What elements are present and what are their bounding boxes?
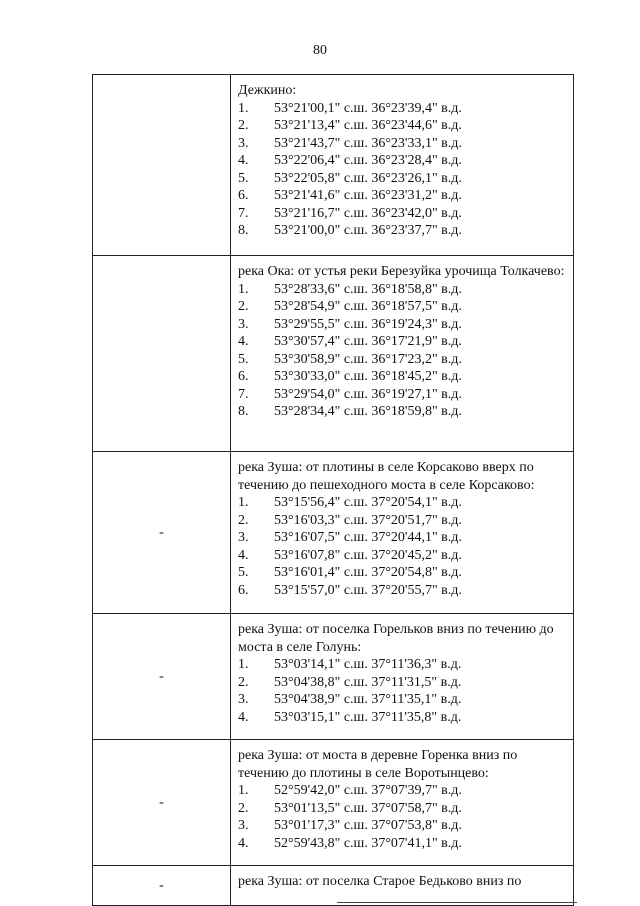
point-coordinates: 53°28'54,9" с.ш. 36°18'57,5" в.д. [274,299,462,314]
point-number: 1. [238,495,249,510]
coordinate-item [238,333,567,351]
table-row [93,740,574,866]
point-coordinates: 53°29'54,0" с.ш. 36°19'27,1" в.д. [274,386,462,402]
table-row [93,866,574,906]
point-coordinates: 53°21'16,7" с.ш. 36°23'42,0" в.д. [274,205,462,221]
point-coordinates: 53°22'06,4" с.ш. 36°23'28,4" в.д. [274,153,462,168]
point-coordinates: 53°03'14,1" с.ш. 37°11'36,3" в.д. [274,657,462,672]
point-coordinates: 53°21'13,4" с.ш. 36°23'44,6" в.д. [274,118,462,133]
point-number: 1. [238,100,249,116]
coordinate-item [238,582,567,600]
location-heading: река Зуша: от плотины в селе Корсаково вверх по течению до пешеходного моста в селе Корсаково: [238,460,535,493]
location-heading: река Зуша: от поселка Старое Бедьково вниз по [238,874,522,889]
point-coordinates: 53°22'05,8" с.ш. 36°23'26,1" в.д. [274,170,462,186]
point-number: 8. [238,223,249,238]
marker-cell [93,256,231,452]
coordinate-item [238,782,567,800]
table-row [93,256,574,452]
point-number: 6. [238,369,249,384]
point-number: 7. [238,386,249,402]
point-number: 4. [238,709,249,725]
coordinate-item [238,817,567,835]
marker-cell: - [93,452,231,614]
point-number: 7. [238,205,249,221]
coordinate-item [238,368,567,386]
point-coordinates: 53°21'43,7" с.ш. 36°23'33,1" в.д. [274,135,462,151]
point-coordinates: 53°30'58,9" с.ш. 36°17'23,2" в.д. [274,351,462,367]
point-number: 2. [238,512,249,528]
point-coordinates: 53°21'00,1" с.ш. 36°23'39,4" в.д. [274,100,462,116]
point-coordinates: 53°03'15,1" с.ш. 37°11'35,8" в.д. [274,709,462,725]
coordinate-item [238,674,567,692]
coordinates-table [92,74,574,906]
point-number: 4. [238,547,249,563]
page-number: 80 [313,43,327,58]
point-coordinates: 53°15'56,4" с.ш. 37°20'54,1" в.д. [274,495,462,510]
marker-cell: - [93,614,231,740]
point-number: 4. [238,153,249,168]
coordinate-item [238,205,567,223]
point-coordinates: 52°59'43,8" с.ш. 37°07'41,1" в.д. [274,835,462,851]
point-number: 2. [238,674,249,690]
point-coordinates: 53°01'17,3" с.ш. 37°07'53,8" в.д. [274,818,462,833]
location-heading: река Зуша: от поселка Горельков вниз по течению до моста в селе Голунь: [238,622,554,655]
location-cell [231,256,574,452]
point-coordinates: 53°04'38,9" с.ш. 37°11'35,1" в.д. [274,692,462,707]
coordinate-item [238,512,567,530]
coordinate-item [238,316,567,334]
page-bottom-rule [337,902,577,903]
location-heading: Дежкино: [238,83,297,98]
point-coordinates: 53°16'01,4" с.ш. 37°20'54,8" в.д. [274,565,462,580]
coordinate-item [238,564,567,582]
location-heading: река Зуша: от моста в деревне Горенка вниз по течению до плотины в селе Воротынцево: [238,748,518,781]
coordinate-item [238,529,567,547]
point-coordinates: 53°30'33,0" с.ш. 36°18'45,2" в.д. [274,369,462,384]
point-coordinates: 53°21'41,6" с.ш. 36°23'31,2" в.д. [274,188,462,203]
coordinate-item [238,170,567,188]
table-row [93,614,574,740]
coordinate-item [238,298,567,316]
coordinate-item [238,656,567,674]
location-cell [231,614,574,740]
point-coordinates: 53°16'03,3" с.ш. 37°20'51,7" в.д. [274,512,462,528]
point-coordinates: 53°04'38,8" с.ш. 37°11'31,5" в.д. [274,674,462,690]
point-number: 1. [238,657,249,672]
point-number: 2. [238,800,249,816]
point-coordinates: 53°01'13,5" с.ш. 37°07'58,7" в.д. [274,800,462,816]
point-number: 6. [238,582,249,598]
table-row [93,452,574,614]
coordinate-item [238,135,567,153]
coordinate-item [238,835,567,853]
point-number: 4. [238,334,249,349]
table-row [93,75,574,256]
point-coordinates: 53°28'33,6" с.ш. 36°18'58,8" в.д. [274,281,462,297]
point-coordinates: 53°21'00,0" с.ш. 36°23'37,7" в.д. [274,223,462,238]
location-cell [231,866,574,906]
point-number: 5. [238,170,249,186]
point-coordinates: 53°16'07,5" с.ш. 37°20'44,1" в.д. [274,530,462,545]
coordinate-item [238,351,567,369]
point-number: 4. [238,835,249,851]
point-number: 1. [238,783,249,798]
coordinate-item [238,222,567,240]
coordinate-item [238,100,567,118]
marker-cell: - [93,740,231,866]
coordinate-item [238,386,567,404]
coordinate-item [238,800,567,818]
point-coordinates: 53°30'57,4" с.ш. 36°17'21,9" в.д. [274,334,462,349]
coordinate-item [238,691,567,709]
point-number: 5. [238,565,249,580]
coordinate-item [238,494,567,512]
point-coordinates: 52°59'42,0" с.ш. 37°07'39,7" в.д. [274,783,462,798]
point-number: 3. [238,135,249,151]
location-cell [231,75,574,256]
point-number: 6. [238,188,249,203]
marker-cell [93,75,231,256]
coordinate-item [238,117,567,135]
point-number: 3. [238,316,249,332]
marker-cell: - [93,866,231,906]
coordinate-item [238,403,567,421]
point-number: 8. [238,404,249,419]
point-number: 3. [238,692,249,707]
location-heading: река Ока: от устья реки Березуйка урочища Толкачево: [238,264,565,279]
location-cell [231,740,574,866]
point-number: 1. [238,281,249,297]
coordinate-item [238,709,567,727]
coordinate-item [238,281,567,299]
point-coordinates: 53°29'55,5" с.ш. 36°19'24,3" в.д. [274,316,462,332]
coordinate-item [238,187,567,205]
point-number: 2. [238,118,249,133]
point-number: 3. [238,818,249,833]
point-coordinates: 53°28'34,4" с.ш. 36°18'59,8" в.д. [274,404,462,419]
point-coordinates: 53°16'07,8" с.ш. 37°20'45,2" в.д. [274,547,462,563]
coordinate-item [238,152,567,170]
point-number: 2. [238,299,249,314]
location-cell [231,452,574,614]
coordinate-item [238,547,567,565]
point-coordinates: 53°15'57,0" с.ш. 37°20'55,7" в.д. [274,582,462,598]
point-number: 5. [238,351,249,367]
point-number: 3. [238,530,249,545]
